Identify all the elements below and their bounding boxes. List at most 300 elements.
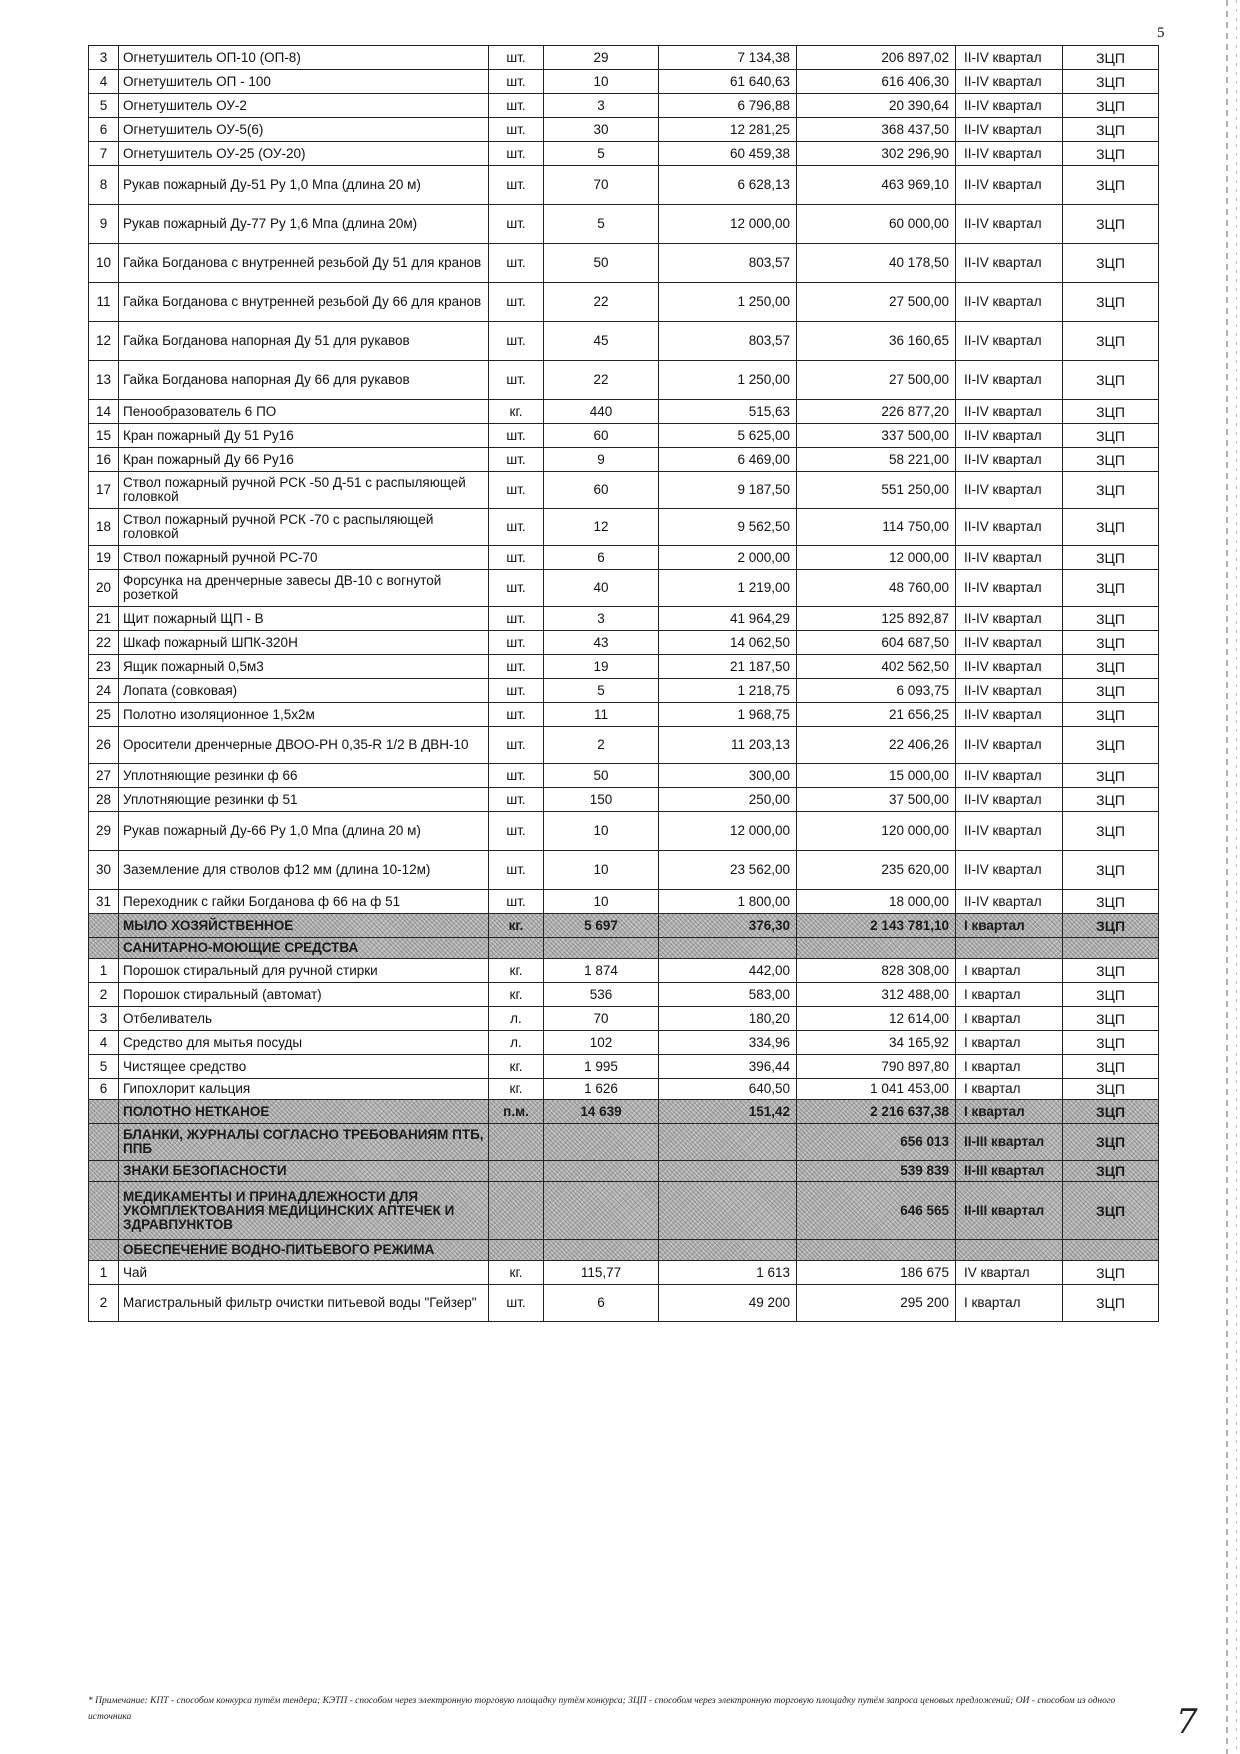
item-name-cell: Рукав пожарный Ду-66 Ру 1,0 Мпа (длина 20 м) — [119, 812, 489, 851]
quantity-cell — [544, 1240, 659, 1261]
scan-edge-artifact-secondary — [1236, 0, 1237, 1754]
item-name-cell: Лопата (совковая) — [119, 679, 489, 703]
quantity-cell: 22 — [544, 283, 659, 322]
delivery-period-cell: II-IV квартал — [956, 679, 1063, 703]
item-name-cell: Магистральный фильтр очистки питьевой воды "Гейзер" — [119, 1285, 489, 1322]
table-row — [89, 166, 1159, 205]
delivery-period-cell — [956, 1240, 1063, 1261]
quantity-cell: 70 — [544, 1007, 659, 1031]
quantity-cell: 2 — [544, 727, 659, 764]
item-name-cell: Чай — [119, 1261, 489, 1285]
quantity-cell: 3 — [544, 94, 659, 118]
procurement-method-cell: ЗЦП — [1063, 361, 1159, 400]
item-name-cell: Огнетушитель ОУ-25 (ОУ-20) — [119, 142, 489, 166]
table-row — [89, 46, 1159, 70]
unit-cell: шт. — [489, 788, 544, 812]
procurement-method-cell: ЗЦП — [1063, 703, 1159, 727]
total-sum-cell: 295 200 — [797, 1285, 956, 1322]
procurement-method-cell: ЗЦП — [1063, 983, 1159, 1007]
delivery-period-cell: II-IV квартал — [956, 205, 1063, 244]
total-sum-cell: 402 562,50 — [797, 655, 956, 679]
unit-price-cell: 250,00 — [659, 788, 797, 812]
row-number-cell: 2 — [89, 983, 119, 1007]
procurement-method-cell: ЗЦП — [1063, 1261, 1159, 1285]
total-sum-cell — [797, 1240, 956, 1261]
delivery-period-cell: II-IV квартал — [956, 400, 1063, 424]
unit-cell: шт. — [489, 70, 544, 94]
total-sum-cell: 125 892,87 — [797, 607, 956, 631]
delivery-period-cell: II-IV квартал — [956, 244, 1063, 283]
delivery-period-cell: II-IV квартал — [956, 607, 1063, 631]
quantity-cell — [544, 1161, 659, 1182]
row-number-cell: 7 — [89, 142, 119, 166]
procurement-method-cell: ЗЦП — [1063, 94, 1159, 118]
delivery-period-cell: II-IV квартал — [956, 142, 1063, 166]
item-name-cell: Форсунка на дренчерные завесы ДВ-10 с вогнутой розеткой — [119, 570, 489, 607]
total-sum-cell: 120 000,00 — [797, 812, 956, 851]
category-row — [89, 1182, 1159, 1240]
table-row — [89, 283, 1159, 322]
table-row — [89, 448, 1159, 472]
table-row — [89, 400, 1159, 424]
row-number-cell: 2 — [89, 1285, 119, 1322]
unit-price-cell: 334,96 — [659, 1031, 797, 1055]
row-number-cell: 8 — [89, 166, 119, 205]
total-sum-cell: 790 897,80 — [797, 1055, 956, 1079]
total-sum-cell: 1 041 453,00 — [797, 1079, 956, 1100]
unit-price-cell: 640,50 — [659, 1079, 797, 1100]
item-name-cell: САНИТАРНО-МОЮЩИЕ СРЕДСТВА — [119, 938, 489, 959]
total-sum-cell: 40 178,50 — [797, 244, 956, 283]
unit-cell: шт. — [489, 546, 544, 570]
total-sum-cell: 36 160,65 — [797, 322, 956, 361]
unit-cell: шт. — [489, 94, 544, 118]
total-sum-cell: 27 500,00 — [797, 283, 956, 322]
unit-price-cell: 9 562,50 — [659, 509, 797, 546]
category-row — [89, 1100, 1159, 1124]
unit-price-cell: 396,44 — [659, 1055, 797, 1079]
category-row — [89, 938, 1159, 959]
delivery-period-cell: II-IV квартал — [956, 851, 1063, 890]
procurement-method-cell: ЗЦП — [1063, 283, 1159, 322]
row-number-cell: 1 — [89, 1261, 119, 1285]
procurement-method-cell: ЗЦП — [1063, 1124, 1159, 1161]
delivery-period-cell: II-IV квартал — [956, 570, 1063, 607]
unit-cell: п.м. — [489, 1100, 544, 1124]
table-row — [89, 70, 1159, 94]
unit-price-cell: 1 250,00 — [659, 361, 797, 400]
delivery-period-cell: II-IV квартал — [956, 424, 1063, 448]
item-name-cell: Заземление для стволов ф12 мм (длина 10-12м) — [119, 851, 489, 890]
item-name-cell: Шкаф пожарный ШПК-320Н — [119, 631, 489, 655]
row-number-cell — [89, 938, 119, 959]
procurement-method-cell: ЗЦП — [1063, 400, 1159, 424]
procurement-method-cell: ЗЦП — [1063, 679, 1159, 703]
table-row — [89, 1285, 1159, 1322]
delivery-period-cell: II-IV квартал — [956, 812, 1063, 851]
row-number-cell: 17 — [89, 472, 119, 509]
quantity-cell: 45 — [544, 322, 659, 361]
total-sum-cell: 6 093,75 — [797, 679, 956, 703]
unit-price-cell: 6 796,88 — [659, 94, 797, 118]
procurement-method-cell: ЗЦП — [1063, 509, 1159, 546]
total-sum-cell: 27 500,00 — [797, 361, 956, 400]
procurement-method-cell: ЗЦП — [1063, 205, 1159, 244]
unit-cell: шт. — [489, 322, 544, 361]
row-number-cell: 29 — [89, 812, 119, 851]
unit-cell: кг. — [489, 983, 544, 1007]
procurement-method-cell: ЗЦП — [1063, 812, 1159, 851]
category-row — [89, 1161, 1159, 1182]
delivery-period-cell — [956, 938, 1063, 959]
total-sum-cell: 20 390,64 — [797, 94, 956, 118]
unit-cell: шт. — [489, 703, 544, 727]
total-sum-cell: 58 221,00 — [797, 448, 956, 472]
delivery-period-cell: I квартал — [956, 1055, 1063, 1079]
unit-cell: шт. — [489, 812, 544, 851]
total-sum-cell: 2 143 781,10 — [797, 914, 956, 938]
total-sum-cell: 463 969,10 — [797, 166, 956, 205]
row-number-cell: 21 — [89, 607, 119, 631]
row-number-cell: 9 — [89, 205, 119, 244]
item-name-cell: Ствол пожарный ручной РС-70 — [119, 546, 489, 570]
procurement-method-cell: ЗЦП — [1063, 655, 1159, 679]
quantity-cell: 29 — [544, 46, 659, 70]
unit-cell: шт. — [489, 244, 544, 283]
unit-price-cell — [659, 1182, 797, 1240]
total-sum-cell: 114 750,00 — [797, 509, 956, 546]
item-name-cell: БЛАНКИ, ЖУРНАЛЫ СОГЛАСНО ТРЕБОВАНИЯМ ПТБ, ППБ — [119, 1124, 489, 1161]
item-name-cell: Гайка Богданова с внутренней резьбой Ду 51 для кранов — [119, 244, 489, 283]
quantity-cell: 10 — [544, 851, 659, 890]
category-row — [89, 1240, 1159, 1261]
total-sum-cell: 302 296,90 — [797, 142, 956, 166]
row-number-cell: 28 — [89, 788, 119, 812]
unit-cell: шт. — [489, 448, 544, 472]
handwritten-page-mark: 7 — [1176, 1702, 1198, 1742]
row-number-cell: 23 — [89, 655, 119, 679]
unit-cell: шт. — [489, 118, 544, 142]
item-name-cell: Уплотняющие резинки ф 51 — [119, 788, 489, 812]
unit-cell: шт. — [489, 851, 544, 890]
row-number-cell: 22 — [89, 631, 119, 655]
row-number-cell — [89, 914, 119, 938]
table-row — [89, 607, 1159, 631]
total-sum-cell: 186 675 — [797, 1261, 956, 1285]
unit-price-cell: 12 281,25 — [659, 118, 797, 142]
quantity-cell: 5 697 — [544, 914, 659, 938]
total-sum-cell: 15 000,00 — [797, 764, 956, 788]
item-name-cell: МЫЛО ХОЗЯЙСТВЕННОЕ — [119, 914, 489, 938]
quantity-cell: 30 — [544, 118, 659, 142]
table-row — [89, 890, 1159, 914]
quantity-cell: 11 — [544, 703, 659, 727]
unit-cell: шт. — [489, 472, 544, 509]
delivery-period-cell: II-IV квартал — [956, 788, 1063, 812]
unit-cell: кг. — [489, 959, 544, 983]
row-number-cell: 1 — [89, 959, 119, 983]
total-sum-cell: 12 000,00 — [797, 546, 956, 570]
unit-price-cell: 60 459,38 — [659, 142, 797, 166]
row-number-cell: 27 — [89, 764, 119, 788]
quantity-cell — [544, 1182, 659, 1240]
quantity-cell: 10 — [544, 812, 659, 851]
item-name-cell: Огнетушитель ОП-10 (ОП-8) — [119, 46, 489, 70]
total-sum-cell: 34 165,92 — [797, 1031, 956, 1055]
unit-price-cell: 6 628,13 — [659, 166, 797, 205]
procurement-method-cell: ЗЦП — [1063, 1031, 1159, 1055]
item-name-cell: МЕДИКАМЕНТЫ И ПРИНАДЛЕЖНОСТИ ДЛЯ УКОМПЛЕКТОВАНИЯ МЕДИЦИНСКИХ АПТЕЧЕК И ЗДРАВПУНКТОВ — [119, 1182, 489, 1240]
table-row — [89, 1007, 1159, 1031]
unit-cell: шт. — [489, 890, 544, 914]
unit-price-cell: 376,30 — [659, 914, 797, 938]
quantity-cell — [544, 938, 659, 959]
procurement-method-cell: ЗЦП — [1063, 472, 1159, 509]
unit-cell: шт. — [489, 570, 544, 607]
unit-price-cell: 7 134,38 — [659, 46, 797, 70]
unit-price-cell: 583,00 — [659, 983, 797, 1007]
unit-price-cell: 61 640,63 — [659, 70, 797, 94]
table-row — [89, 472, 1159, 509]
row-number-cell: 3 — [89, 1007, 119, 1031]
row-number-cell — [89, 1124, 119, 1161]
item-name-cell: ЗНАКИ БЕЗОПАСНОСТИ — [119, 1161, 489, 1182]
delivery-period-cell: I квартал — [956, 959, 1063, 983]
procurement-method-cell: ЗЦП — [1063, 1161, 1159, 1182]
procurement-method-cell: ЗЦП — [1063, 1079, 1159, 1100]
item-name-cell: Ствол пожарный ручной РСК -50 Д-51 с распыляющей головкой — [119, 472, 489, 509]
delivery-period-cell: II-IV квартал — [956, 655, 1063, 679]
row-number-cell: 25 — [89, 703, 119, 727]
procurement-method-cell: ЗЦП — [1063, 166, 1159, 205]
unit-cell: шт. — [489, 205, 544, 244]
row-number-cell: 20 — [89, 570, 119, 607]
row-number-cell: 4 — [89, 1031, 119, 1055]
total-sum-cell: 22 406,26 — [797, 727, 956, 764]
row-number-cell: 19 — [89, 546, 119, 570]
item-name-cell: Рукав пожарный Ду-51 Ру 1,0 Мпа (длина 20 м) — [119, 166, 489, 205]
unit-price-cell: 442,00 — [659, 959, 797, 983]
unit-cell — [489, 1161, 544, 1182]
delivery-period-cell: II-IV квартал — [956, 890, 1063, 914]
procurement-method-cell: ЗЦП — [1063, 46, 1159, 70]
row-number-cell — [89, 1161, 119, 1182]
table-row — [89, 118, 1159, 142]
quantity-cell: 5 — [544, 142, 659, 166]
unit-price-cell — [659, 1124, 797, 1161]
table-row — [89, 142, 1159, 166]
delivery-period-cell: I квартал — [956, 1285, 1063, 1322]
unit-price-cell: 1 968,75 — [659, 703, 797, 727]
procurement-method-cell: ЗЦП — [1063, 1100, 1159, 1124]
quantity-cell: 50 — [544, 244, 659, 283]
delivery-period-cell: II-IV квартал — [956, 546, 1063, 570]
delivery-period-cell: II-III квартал — [956, 1182, 1063, 1240]
item-name-cell: Отбеливатель — [119, 1007, 489, 1031]
procurement-method-cell: ЗЦП — [1063, 142, 1159, 166]
table-row — [89, 509, 1159, 546]
table-body — [89, 46, 1159, 1322]
table-row — [89, 1079, 1159, 1100]
unit-cell: шт. — [489, 283, 544, 322]
delivery-period-cell: I квартал — [956, 1007, 1063, 1031]
table-row — [89, 570, 1159, 607]
item-name-cell: Средство для мытья посуды — [119, 1031, 489, 1055]
table-row — [89, 631, 1159, 655]
unit-cell: шт. — [489, 764, 544, 788]
row-number-cell: 6 — [89, 1079, 119, 1100]
quantity-cell: 10 — [544, 70, 659, 94]
quantity-cell: 115,77 — [544, 1261, 659, 1285]
unit-price-cell: 2 000,00 — [659, 546, 797, 570]
table-row — [89, 244, 1159, 283]
unit-cell: шт. — [489, 727, 544, 764]
table-row — [89, 94, 1159, 118]
delivery-period-cell: II-IV квартал — [956, 283, 1063, 322]
total-sum-cell: 616 406,30 — [797, 70, 956, 94]
row-number-cell: 15 — [89, 424, 119, 448]
table-row — [89, 851, 1159, 890]
unit-price-cell: 5 625,00 — [659, 424, 797, 448]
delivery-period-cell: II-IV квартал — [956, 509, 1063, 546]
total-sum-cell: 235 620,00 — [797, 851, 956, 890]
quantity-cell: 5 — [544, 205, 659, 244]
row-number-cell: 14 — [89, 400, 119, 424]
row-number-cell: 5 — [89, 1055, 119, 1079]
unit-price-cell: 151,42 — [659, 1100, 797, 1124]
unit-cell: шт. — [489, 1285, 544, 1322]
table-row — [89, 546, 1159, 570]
unit-price-cell: 803,57 — [659, 244, 797, 283]
procurement-method-cell: ЗЦП — [1063, 764, 1159, 788]
item-name-cell: Порошок стиральный (автомат) — [119, 983, 489, 1007]
total-sum-cell: 604 687,50 — [797, 631, 956, 655]
unit-cell: л. — [489, 1031, 544, 1055]
total-sum-cell: 539 839 — [797, 1161, 956, 1182]
delivery-period-cell: I квартал — [956, 914, 1063, 938]
total-sum-cell: 2 216 637,38 — [797, 1100, 956, 1124]
row-number-cell: 30 — [89, 851, 119, 890]
delivery-period-cell: II-III квартал — [956, 1124, 1063, 1161]
row-number-cell: 3 — [89, 46, 119, 70]
unit-cell — [489, 1182, 544, 1240]
delivery-period-cell: II-III квартал — [956, 1161, 1063, 1182]
unit-price-cell — [659, 1161, 797, 1182]
total-sum-cell: 226 877,20 — [797, 400, 956, 424]
delivery-period-cell: II-IV квартал — [956, 70, 1063, 94]
delivery-period-cell: II-IV квартал — [956, 631, 1063, 655]
delivery-period-cell: II-IV квартал — [956, 118, 1063, 142]
procurement-method-cell: ЗЦП — [1063, 890, 1159, 914]
procurement-method-cell: ЗЦП — [1063, 118, 1159, 142]
procurement-method-cell: ЗЦП — [1063, 727, 1159, 764]
table-row — [89, 727, 1159, 764]
procurement-method-cell: ЗЦП — [1063, 244, 1159, 283]
unit-price-cell: 9 187,50 — [659, 472, 797, 509]
quantity-cell: 6 — [544, 1285, 659, 1322]
unit-price-cell: 12 000,00 — [659, 812, 797, 851]
scan-edge-artifact — [1226, 0, 1228, 1754]
quantity-cell — [544, 1124, 659, 1161]
unit-price-cell: 6 469,00 — [659, 448, 797, 472]
delivery-period-cell: II-IV квартал — [956, 166, 1063, 205]
item-name-cell: Чистящее средство — [119, 1055, 489, 1079]
total-sum-cell: 18 000,00 — [797, 890, 956, 914]
total-sum-cell: 48 760,00 — [797, 570, 956, 607]
delivery-period-cell: II-IV квартал — [956, 361, 1063, 400]
procurement-method-cell: ЗЦП — [1063, 959, 1159, 983]
quantity-cell: 3 — [544, 607, 659, 631]
total-sum-cell: 368 437,50 — [797, 118, 956, 142]
unit-price-cell: 23 562,00 — [659, 851, 797, 890]
quantity-cell: 440 — [544, 400, 659, 424]
unit-cell: кг. — [489, 1079, 544, 1100]
unit-cell: шт. — [489, 166, 544, 205]
item-name-cell: Огнетушитель ОУ-5(6) — [119, 118, 489, 142]
row-number-cell: 31 — [89, 890, 119, 914]
item-name-cell: Ствол пожарный ручной РСК -70 с распыляющей головкой — [119, 509, 489, 546]
quantity-cell: 19 — [544, 655, 659, 679]
unit-price-cell — [659, 1240, 797, 1261]
total-sum-cell: 206 897,02 — [797, 46, 956, 70]
total-sum-cell: 337 500,00 — [797, 424, 956, 448]
table-row — [89, 959, 1159, 983]
item-name-cell: Огнетушитель ОУ-2 — [119, 94, 489, 118]
total-sum-cell: 37 500,00 — [797, 788, 956, 812]
item-name-cell: Гипохлорит кальция — [119, 1079, 489, 1100]
quantity-cell: 14 639 — [544, 1100, 659, 1124]
delivery-period-cell: II-IV квартал — [956, 764, 1063, 788]
quantity-cell: 102 — [544, 1031, 659, 1055]
procurement-method-cell: ЗЦП — [1063, 70, 1159, 94]
unit-cell: шт. — [489, 607, 544, 631]
total-sum-cell — [797, 938, 956, 959]
unit-cell: шт. — [489, 631, 544, 655]
item-name-cell: Переходник с гайки Богданова ф 66 на ф 51 — [119, 890, 489, 914]
unit-price-cell: 14 062,50 — [659, 631, 797, 655]
unit-cell: л. — [489, 1007, 544, 1031]
item-name-cell: Кран пожарный Ду 66 Ру16 — [119, 448, 489, 472]
total-sum-cell: 828 308,00 — [797, 959, 956, 983]
delivery-period-cell: I квартал — [956, 1031, 1063, 1055]
total-sum-cell: 12 614,00 — [797, 1007, 956, 1031]
delivery-period-cell: II-IV квартал — [956, 94, 1063, 118]
unit-cell: кг. — [489, 1055, 544, 1079]
total-sum-cell: 551 250,00 — [797, 472, 956, 509]
item-name-cell: Гайка Богданова напорная Ду 51 для рукавов — [119, 322, 489, 361]
total-sum-cell: 312 488,00 — [797, 983, 956, 1007]
item-name-cell: Уплотняющие резинки ф 66 — [119, 764, 489, 788]
category-row — [89, 1124, 1159, 1161]
table-row — [89, 764, 1159, 788]
quantity-cell: 9 — [544, 448, 659, 472]
quantity-cell: 536 — [544, 983, 659, 1007]
unit-price-cell: 1 613 — [659, 1261, 797, 1285]
delivery-period-cell: II-IV квартал — [956, 472, 1063, 509]
quantity-cell: 40 — [544, 570, 659, 607]
item-name-cell: Ящик пожарный 0,5м3 — [119, 655, 489, 679]
quantity-cell: 60 — [544, 472, 659, 509]
quantity-cell: 50 — [544, 764, 659, 788]
quantity-cell: 1 626 — [544, 1079, 659, 1100]
quantity-cell: 43 — [544, 631, 659, 655]
procurement-method-cell: ЗЦП — [1063, 1285, 1159, 1322]
unit-price-cell: 515,63 — [659, 400, 797, 424]
row-number-cell: 11 — [89, 283, 119, 322]
delivery-period-cell: IV квартал — [956, 1261, 1063, 1285]
procurement-method-cell: ЗЦП — [1063, 1055, 1159, 1079]
delivery-period-cell: I квартал — [956, 1100, 1063, 1124]
